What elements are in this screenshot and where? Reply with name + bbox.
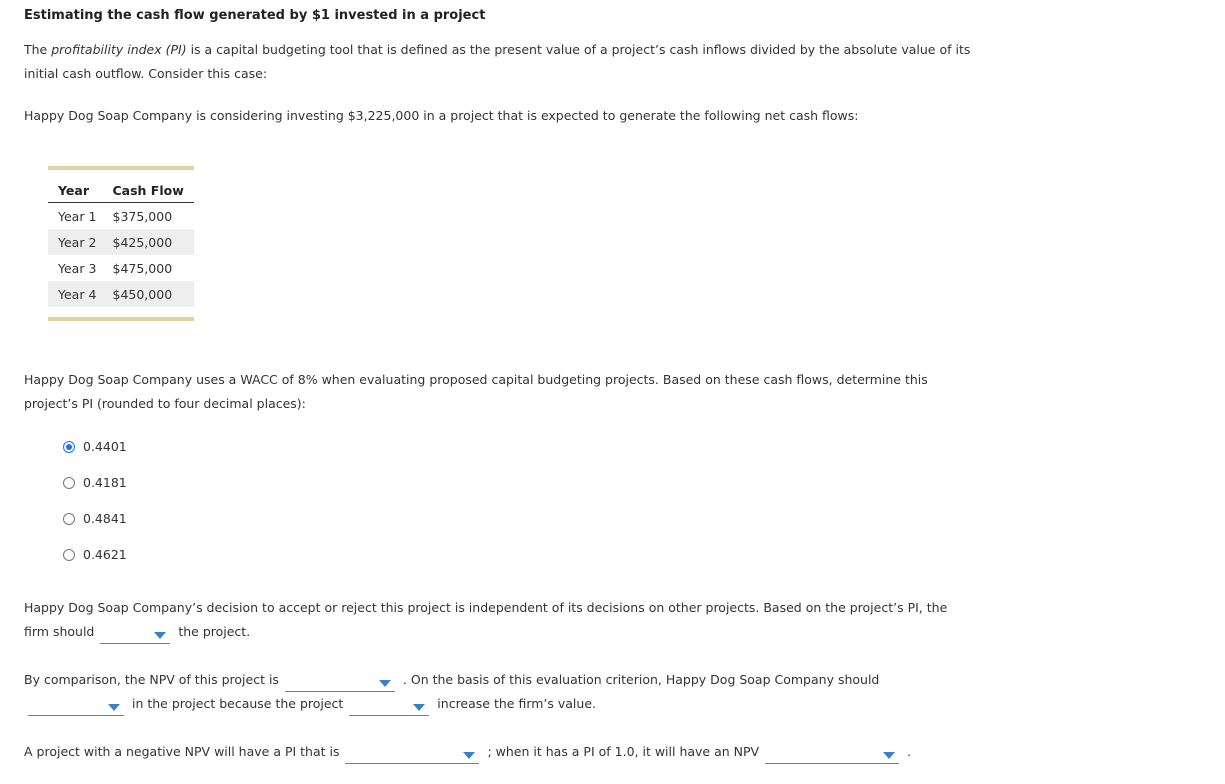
table-row [48, 255, 194, 281]
year-cell: Year 1 [58, 208, 97, 224]
npv-range-dropdown[interactable] [765, 747, 899, 764]
chevron-down-icon [379, 680, 391, 687]
intro-line-1: The profitability index (PI) is a capital budgeting tool that is defined as the present value of a project’s cash inflows divided by the absolute value of its [24, 42, 971, 57]
header-cash-flow: Cash Flow [103, 170, 195, 203]
invest-dropdown[interactable] [28, 699, 124, 716]
page-title: Estimating the cash flow generated by $1 invested in a project [24, 8, 486, 23]
case-text: Happy Dog Soap Company is considering investing $3,225,000 in a project that is expected to generate the following net cash flows: [24, 108, 859, 123]
radio-button-selected[interactable] [63, 441, 75, 453]
chevron-down-icon [108, 704, 120, 711]
table-row [48, 281, 194, 307]
radio-button[interactable] [63, 513, 75, 525]
will-wont-dropdown[interactable] [349, 699, 429, 716]
option-label: 0.4181 [83, 475, 127, 490]
chevron-down-icon [883, 752, 895, 759]
radio-button[interactable] [63, 477, 75, 489]
accept-reject-dropdown[interactable] [100, 627, 170, 644]
chevron-down-icon [463, 752, 475, 759]
cash-flow-table [48, 166, 194, 321]
decision-line-2: firm should the project. [24, 620, 250, 644]
npv-line-1: By comparison, the NPV of this project is . On the basis of this evaluation criterion, Happy Dog Soap Company should [24, 668, 879, 692]
year-cell: Year 4 [48, 281, 103, 307]
year-cell: Year 3 [58, 260, 97, 276]
intro-line-2: initial cash outflow. Consider this case: [24, 66, 268, 81]
chevron-down-icon [154, 632, 166, 639]
npv-value-dropdown[interactable] [285, 675, 395, 692]
decision-line-1: Happy Dog Soap Company’s decision to accept or reject this project is independent of its decisions on other projects. Based on the project’s PI, the [24, 600, 948, 615]
cash-flow-cell: $450,000 [103, 281, 195, 307]
table-bottom-bar [48, 317, 194, 321]
cash-flow-cell: $425,000 [103, 229, 195, 255]
option-1[interactable] [63, 439, 127, 454]
option-label: 0.4401 [83, 439, 127, 454]
option-label: 0.4841 [83, 511, 127, 526]
option-label: 0.4621 [83, 547, 127, 562]
negative-npv-line: A project with a negative NPV will have a PI that is ; when it has a PI of 1.0, it will have an NPV . [24, 740, 911, 764]
year-cell: Year 2 [48, 229, 103, 255]
table-row [48, 203, 194, 230]
wacc-line-1: Happy Dog Soap Company uses a WACC of 8% when evaluating proposed capital budgeting projects. Based on these cash flows, determine this [24, 372, 928, 387]
radio-button[interactable] [63, 549, 75, 561]
wacc-line-2: project’s PI (rounded to four decimal places): [24, 396, 306, 411]
option-4[interactable] [63, 547, 127, 562]
pi-range-dropdown[interactable] [345, 747, 479, 764]
table-row [48, 229, 194, 255]
chevron-down-icon [413, 704, 425, 711]
option-3[interactable] [63, 511, 127, 526]
pi-term: profitability index (PI) [51, 42, 187, 57]
cash-flow-cell: $375,000 [112, 208, 173, 224]
cash-flow-cell: $475,000 [112, 260, 173, 276]
npv-line-2: in the project because the project increase the firm’s value. [28, 692, 596, 716]
header-year: Year [48, 170, 103, 203]
option-2[interactable] [63, 475, 127, 490]
